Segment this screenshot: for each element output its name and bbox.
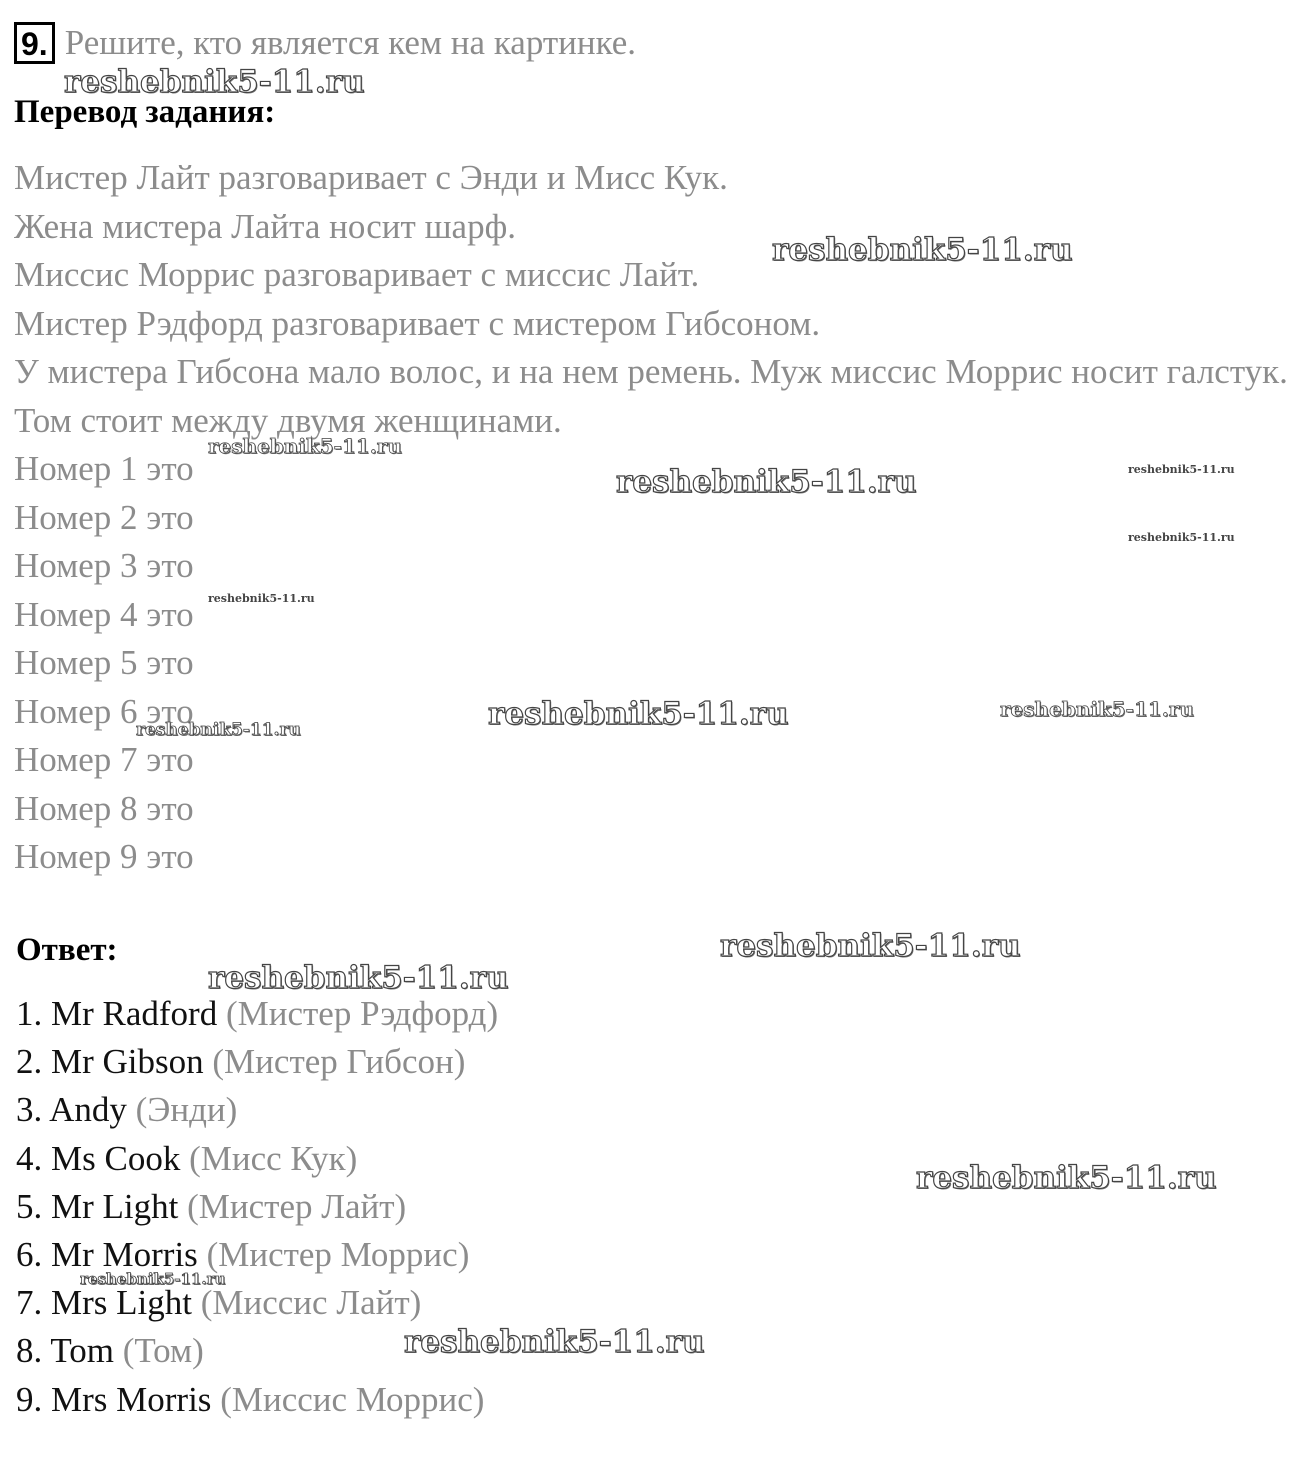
watermark: reshebnik5-11.ru [916,1160,1217,1196]
watermark: reshebnik5-11.ru [1128,531,1235,544]
translation-line: Миссис Моррис разговаривает с миссис Лайт. [14,255,700,294]
watermark: reshebnik5-11.ru [720,928,1021,964]
translation-line: Номер 8 это [14,788,194,828]
answer-russian: (Миссис Моррис) [220,1379,485,1419]
answer-row [16,1038,498,1086]
answer-row [16,990,498,1038]
watermark: reshebnik5-11.ru [208,434,402,458]
answer-russian: (Энди) [135,1090,238,1130]
answer-row [16,1086,498,1134]
translation-line: Номер 6 это [14,691,194,731]
answer-russian: (Мистер Моррис) [206,1235,470,1275]
watermark: reshebnik5-11.ru [208,960,509,996]
translation-text [14,154,1294,882]
watermark: reshebnik5-11.ru [64,64,365,100]
answer-english: 4. Ms Cook [16,1138,181,1178]
task-instruction: Решите, кто является кем на картинке. [64,23,637,62]
task-number-box: 9. [14,22,55,64]
answer-english: 1. Mr Radford [16,994,218,1033]
answer-english: 7. Mrs Light [16,1283,192,1323]
answer-russian: (Мистер Рэдфорд) [225,994,499,1033]
answer-english: 3. Andy [16,1090,127,1130]
translation-line: Номер 2 это [14,497,194,537]
answer-english: 5. Mr Light [16,1186,179,1226]
answer-english: 6. Mr Morris [16,1235,198,1275]
answer-english: 2. Mr Gibson [16,1042,204,1082]
translation-line: Том стоит между двумя женщинами. [14,400,562,440]
answer-english: 9. Mrs Morris [16,1379,212,1419]
translation-line: Номер 1 это [14,449,194,488]
translation-line: Мистер Лайт разговаривает с Энди и Мисс Кук. [14,158,728,197]
answer-russian: (Том) [122,1331,204,1371]
answer-russian: (Мисс Кук) [189,1138,358,1178]
watermark: reshebnik5-11.ru [772,232,1073,268]
watermark: reshebnik5-11.ru [1000,697,1194,721]
watermark: reshebnik5-11.ru [404,1324,705,1360]
answer-english: 8. Tom [16,1331,115,1371]
answer-row [16,1135,498,1183]
translation-line: Номер 9 это [14,837,194,876]
task-header [14,22,636,66]
watermark: reshebnik5-11.ru [616,464,917,500]
answer-russian: (Мистер Лайт) [187,1186,407,1226]
answer-row [16,1376,498,1424]
watermark: reshebnik5-11.ru [488,696,789,732]
watermark: reshebnik5-11.ru [1128,463,1235,476]
answer-russian: (Миссис Лайт) [200,1283,422,1323]
translation-line: Номер 3 это [14,546,194,585]
translation-heading: Перевод задания: [14,94,276,130]
answer-heading: Ответ: [16,932,118,968]
answer-russian: (Мистер Гибсон) [212,1042,466,1082]
translation-line: Мистер Рэдфорд разговаривает с мистером Гибсоном. [14,303,821,343]
translation-line: Жена мистера Лайта носит шарф. [14,206,516,246]
watermark: reshebnik5-11.ru [136,720,301,740]
translation-line: Номер 7 это [14,740,194,779]
watermark: reshebnik5-11.ru [208,592,315,605]
translation-line: Номер 4 это [14,594,194,634]
translation-line: Номер 5 это [14,643,194,682]
translation-line: У мистера Гибсона мало волос, и на нем ремень. Муж миссис Моррис носит галстук. [14,352,1288,391]
answer-row [16,1183,498,1231]
watermark: reshebnik5-11.ru [80,1270,226,1288]
